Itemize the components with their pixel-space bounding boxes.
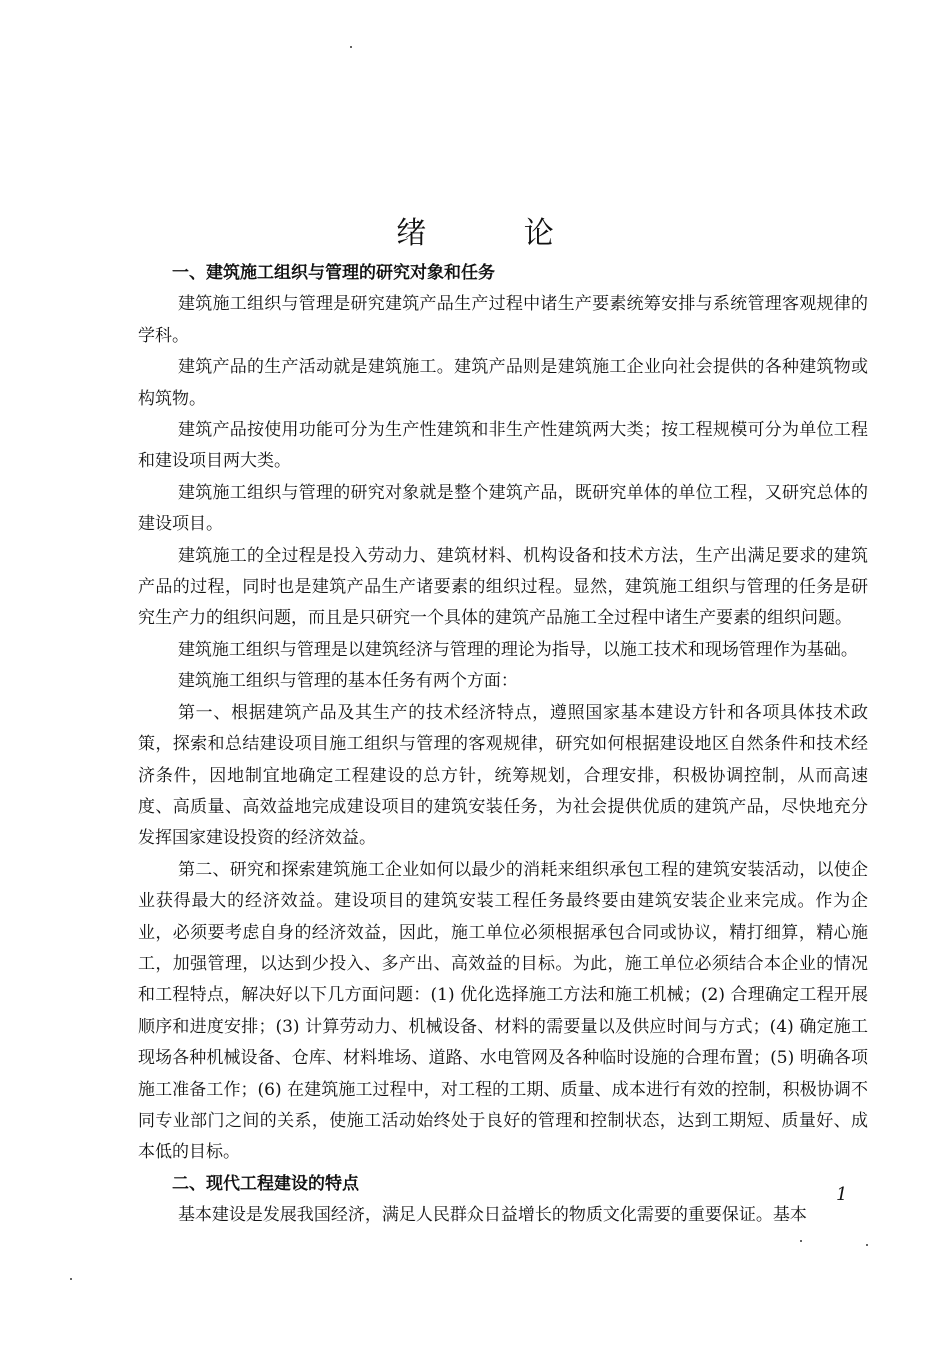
scan-speck <box>866 1244 868 1246</box>
paragraph: 建筑施工的全过程是投入劳动力、建筑材料、机构设备和技术方法，生产出满足要求的建筑产品的过程，同时也是建筑产品生产诸要素的组织过程。显然，建筑施工组织与管理的任务是研究生产力的组织问题，而且是只研究一个具体的建筑产品施工全过程中诸生产要素的组织问题。 <box>138 545 868 629</box>
paragraph: 建筑施工组织与管理的基本任务有两个方面： <box>177 671 518 692</box>
page-number: 1 <box>836 1184 848 1205</box>
page-title: 绪 论 <box>396 216 598 252</box>
scan-speck <box>800 1240 802 1242</box>
scan-speck <box>70 1278 72 1280</box>
scan-speck <box>350 46 352 48</box>
paragraph: 基本建设是发展我国经济，满足人民群众日益增长的物质文化需要的重要保证。基本 <box>177 1205 807 1226</box>
paragraph: 第一、根据建筑产品及其生产的技术经济特点，遵照国家基本建设方针和各项具体技术政策，探索和总结建设项目施工组织与管理的客观规律，研究如何根据建设地区自然条件和技术经济条件，因地制宜地确定工程建设的总方针，统筹规划，合理安排，积极协调控制，从而高速度、高质量、高效益地完成建设项目的建筑安装任务，为社会提供优质的建筑产品，尽快地充分发挥国家建设投资的经济效益。 <box>138 702 868 849</box>
paragraph: 建筑施工组织与管理是研究建筑产品生产过程中诸生产要素统筹安排与系统管理客观规律的学科。 <box>138 294 868 346</box>
section-heading-2: 二、现代工程建设的特点 <box>172 1173 359 1194</box>
paragraph: 建筑施工组织与管理的研究对象就是整个建筑产品，既研究单体的单位工程，又研究总体的建设项目。 <box>138 482 868 535</box>
paragraph: 建筑施工组织与管理是以建筑经济与管理的理论为指导，以施工技术和现场管理作为基础。 <box>177 639 858 660</box>
paragraph: 第二、研究和探索建筑施工企业如何以最少的消耗来组织承包工程的建筑安装活动，以使企业获得最大的经济效益。建设项目的建筑安装工程任务最终要由建筑安装企业来完成。作为企业，必须要考虑自身的经济效益，因此，施工单位必须根据承包合同或协议，精打细算，精心施工，加强管理，以达到少投入、多产出、高效益的目标。为此，施工单位必须结合本企业的情况和工程特点，解决好以下几方面问题：(1) 优化选择施工方法和施工机械；(2) 合理确定工程开展顺序和进度安排；(3) 计算劳动力、机械设备、材料的需要量以及供应时间与方式；(4) 确定施工现场各种机械设备、仓库、材料堆场、道路、水电管网及各种临时设施的合理布置；(5) 明确各项施工准备工作；(6) 在建筑施工过程中，对工程的工期、质量、成本进行有效的控制，积极协调不同专业部门之间的关系，使施工活动始终处于良好的管理和控制状态，达到工期短、质量好、成本低的目标。 <box>138 859 868 1163</box>
paragraph: 建筑产品的生产活动就是建筑施工。建筑产品则是建筑施工企业向社会提供的各种建筑物或构筑物。 <box>138 357 868 409</box>
body-content <box>138 258 868 1232</box>
paragraph: 建筑产品按使用功能可分为生产性建筑和非生产性建筑两大类；按工程规模可分为单位工程和建设项目两大类。 <box>138 420 868 472</box>
section-heading-1: 一、建筑施工组织与管理的研究对象和任务 <box>172 263 495 283</box>
